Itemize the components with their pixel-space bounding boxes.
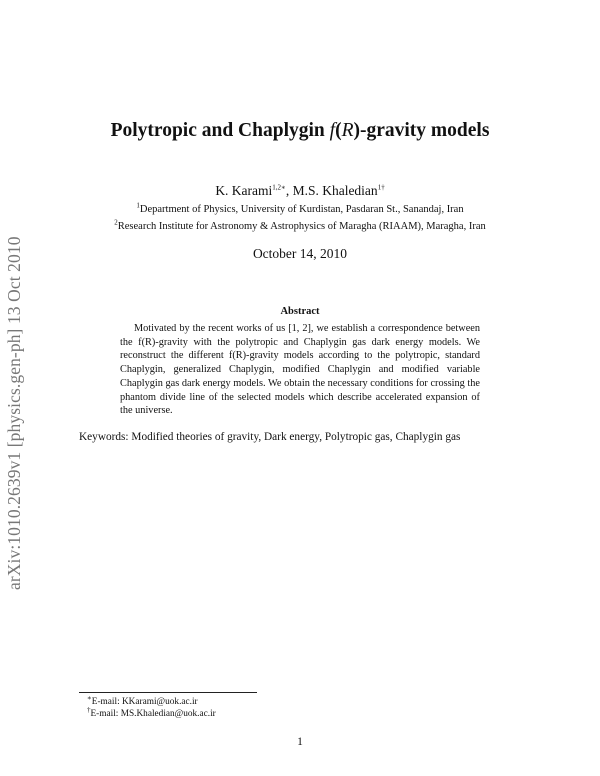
abstract-body: Motivated by the recent works of us [1, 2], we establish a correspondence between the f(R)-gravity with the polytropic and Chaplygin gas dark energy models. We reconstruct the different f(R)-gravity models according to the polytropic, standard Chaplygin, generalized Chaplygin, modified Chaplygin and modified variable Chaplygin gas dark energy models. We obtain the necessary conditions for crossing the phantom divide line of the selected models which describe accelerated expansion of the universe. [120,323,480,417]
footnote-text: E-mail: KKarami@uok.ac.ir [91,697,198,707]
affiliation-1 [80,201,520,215]
title-part2: -gravity models [359,120,490,141]
affiliation-text: Department of Physics, University of Kurdistan, Pasdaran St., Sanandaj, Iran [139,204,464,215]
arxiv-identifier-stamp: arXiv:1010.2639v1 [physics.gen-ph] 13 Oct 2010 [4,236,24,590]
affiliation-2 [80,218,520,232]
footnote-email-2 [87,705,216,719]
affiliation-mark: 2 [114,218,118,227]
title-part1: Polytropic and Chaplygin [110,120,330,141]
footnote-text: E-mail: MS.Khaledian@uok.ac.ir [90,709,216,719]
title-r-symbol: R [341,120,354,141]
author-karami: K. Karami [215,183,273,198]
abstract-heading: Abstract [280,306,320,317]
keywords-line [79,431,529,443]
author-karami-marks: 1,2∗ [272,183,286,192]
paper-date: October 14, 2010 [252,246,348,261]
title-f-symbol: f [329,120,336,141]
affiliation-text: Research Institute for Astronomy & Astrophysics of Maragha (RIAAM), Maragha, Iran [117,221,486,232]
footnote-email-1 [87,693,198,707]
keywords-label: Keywords: [79,431,129,443]
affiliation-mark: 1 [136,201,140,210]
title-close-paren: ) [353,120,360,141]
author-khaledian: M.S. Khaledian [292,183,378,198]
keywords-text: Modified theories of gravity, Dark energy, Polytropic gas, Chaplygin gas [131,431,461,443]
footnote-mark: † [87,705,91,714]
author-line [90,183,510,199]
footnote-divider [79,692,257,693]
paper-title [95,118,505,143]
author-khaledian-marks: 1† [377,183,385,192]
page-number: 1 [297,736,303,748]
footnote-mark: ∗ [87,693,92,702]
title-open-paren: ( [335,120,342,141]
author-separator: , [285,183,293,198]
